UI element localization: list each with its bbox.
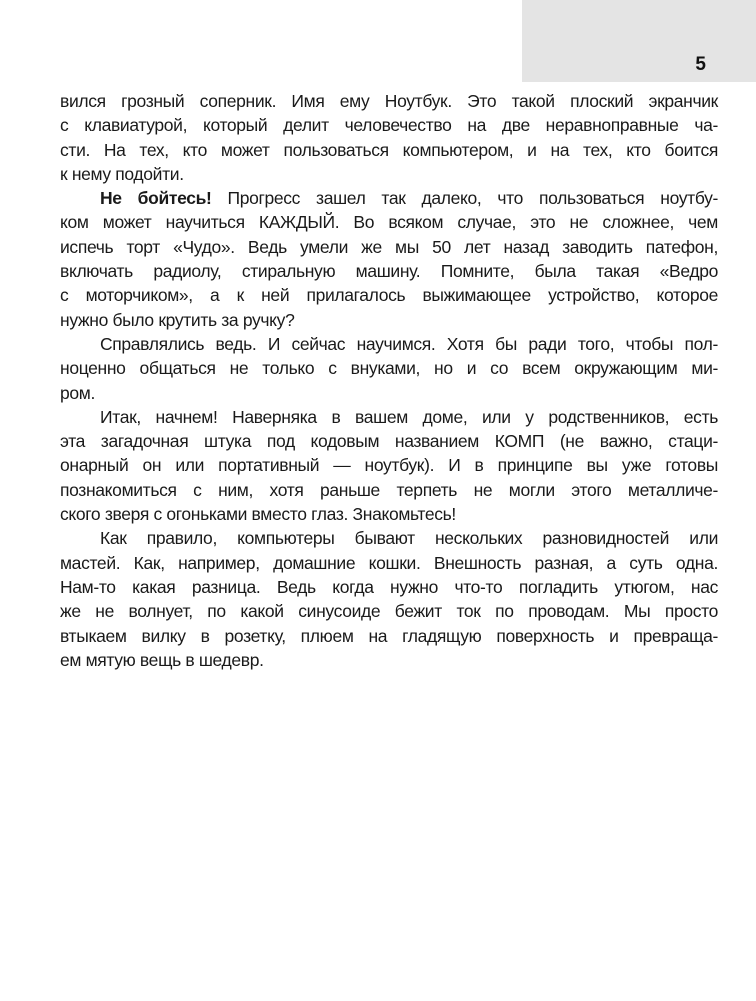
line-text: эта загадочная штука под кодовым названием КОМП (не важно, стаци- xyxy=(60,431,718,452)
page-number: 5 xyxy=(695,54,706,75)
text-line xyxy=(60,624,718,648)
line-text: же не волнует, по какой синусоиде бежит ток по проводам. Мы просто xyxy=(60,601,718,622)
text-line xyxy=(60,551,718,575)
line-text: сти. На тех, кто может пользоваться компьютером, и на тех, кто боится xyxy=(60,139,718,160)
line-text: к нему подойти. xyxy=(60,163,184,184)
paragraph xyxy=(60,405,718,526)
line-text: ком может научиться КАЖДЫЙ. Во всяком случае, это не сложнее, чем xyxy=(60,212,718,233)
page-header-tab xyxy=(522,0,756,82)
text-line xyxy=(60,502,718,526)
line-text: включать радиолу, стиральную машину. Помните, была такая «Ведро xyxy=(60,261,718,282)
line-text: Итак, начнем! Наверняка в вашем доме, или у родственников, есть xyxy=(100,406,718,427)
text-line xyxy=(60,575,718,599)
line-text: ноценно общаться не только с внуками, но и со всем окружающим ми- xyxy=(60,358,718,379)
line-text: нужно было крутить за ручку? xyxy=(60,309,295,330)
text-line xyxy=(60,259,718,283)
text-line xyxy=(60,162,718,186)
line-text: Справлялись ведь. И сейчас научимся. Хотя бы ради того, чтобы пол- xyxy=(100,333,718,354)
line-text: испечь торт «Чудо». Ведь умели же мы 50 лет назад заводить патефон, xyxy=(60,236,718,257)
text-line xyxy=(60,113,718,137)
text-line xyxy=(60,235,718,259)
line-text: с моторчиком», а к ней прилагалось выжимающее устройство, которое xyxy=(60,285,718,306)
line-text: Нам-то какая разница. Ведь когда нужно что-то погладить утюгом, нас xyxy=(60,576,718,597)
text-line xyxy=(60,210,718,234)
line-text: мастей. Как, например, домашние кошки. Внешность разная, а суть одна. xyxy=(60,552,718,573)
text-line xyxy=(60,89,718,113)
text-line xyxy=(60,405,718,429)
text-line xyxy=(60,381,718,405)
line-text: ем мятую вещь в шедевр. xyxy=(60,649,264,670)
line-text: онарный он или портативный — ноутбук). И в принципе вы уже готовы xyxy=(60,455,718,476)
paragraph xyxy=(60,186,718,332)
text-line xyxy=(60,453,718,477)
paragraph xyxy=(60,332,718,405)
line-text: втыкаем вилку в розетку, плюем на гладящую поверхность и превраща- xyxy=(60,625,718,646)
line-text: ром. xyxy=(60,382,95,403)
text-line xyxy=(60,648,718,672)
line-text: Прогресс зашел так далеко, что пользоваться ноутбу- xyxy=(211,188,718,209)
text-line xyxy=(60,478,718,502)
bold-lead: Не бойтесь! xyxy=(100,188,212,209)
text-line xyxy=(60,526,718,550)
text-line xyxy=(60,429,718,453)
line-text: вился грозный соперник. Имя ему Ноутбук. Это такой плоский экранчик xyxy=(60,91,718,111)
text-line xyxy=(60,356,718,380)
text-line xyxy=(60,186,718,210)
text-line xyxy=(60,599,718,623)
text-line xyxy=(60,138,718,162)
text-line xyxy=(60,308,718,332)
paragraph xyxy=(60,526,718,672)
text-line xyxy=(60,283,718,307)
line-text: Как правило, компьютеры бывают нескольких разновидностей или xyxy=(100,528,718,549)
body-text xyxy=(60,89,718,672)
paragraph xyxy=(60,89,718,186)
text-line xyxy=(60,332,718,356)
line-text: ского зверя с огоньками вместо глаз. Знакомьтесь! xyxy=(60,504,456,525)
line-text: познакомиться с ним, хотя раньше терпеть не могли этого металличе- xyxy=(60,479,718,500)
line-text: с клавиатурой, который делит человечество на две неравноправные ча- xyxy=(60,115,718,136)
